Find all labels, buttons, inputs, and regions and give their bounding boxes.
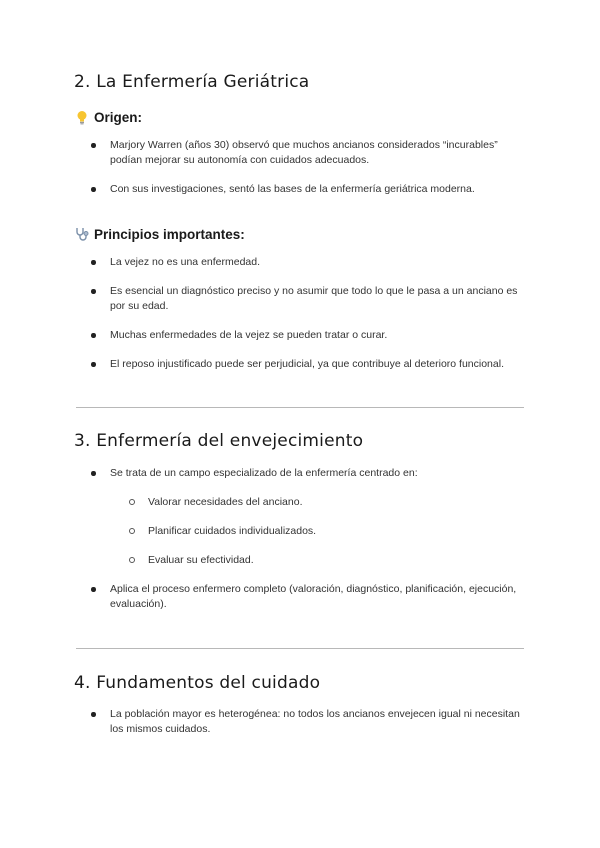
section-divider: [76, 407, 524, 408]
section-divider: [76, 648, 524, 649]
list-item: La población mayor es heterogénea: no todos los ancianos envejecen igual ni necesitan los mismos cuidados.: [76, 707, 530, 737]
section-4-title: 4. Fundamentos del cuidado: [74, 673, 321, 693]
principios-list: [76, 255, 550, 372]
list-item: Marjory Warren (años 30) observó que muchos ancianos considerados “incurables” podían mejorar su autonomía con cuidados adecuados.: [76, 138, 530, 168]
stethoscope-icon: [74, 226, 90, 242]
list-item: Se trata de un campo especializado de la enfermería centrado en:: [76, 466, 530, 481]
list-item: La vejez no es una enfermedad.: [76, 255, 530, 270]
sub-list-item: Planificar cuidados individualizados.: [76, 524, 528, 539]
section-2-title: 2. La Enfermería Geriátrica: [74, 72, 310, 92]
principios-heading-text: Principios importantes:: [94, 226, 245, 242]
list-item: Muchas enfermedades de la vejez se pueden tratar o curar.: [76, 328, 530, 343]
sub-list-item: Evaluar su efectividad.: [76, 553, 528, 568]
list-item: Es esencial un diagnóstico preciso y no asumir que todo lo que le pasa a un anciano es por su edad.: [76, 284, 530, 314]
fundamentos-list: [76, 707, 530, 737]
list-item: Aplica el proceso enfermero completo (valoración, diagnóstico, planificación, ejecución, evaluación).: [76, 582, 530, 612]
envejecimiento-list: [76, 466, 530, 612]
list-item: El reposo injustificado puede ser perjudicial, ya que contribuye al deterioro funcional.: [76, 357, 550, 372]
sub-list-item: Valorar necesidades del anciano.: [76, 495, 528, 510]
origen-heading-text: Origen:: [94, 109, 143, 125]
list-item: Con sus investigaciones, sentó las bases de la enfermería geriátrica moderna.: [76, 182, 530, 197]
lightbulb-icon: [74, 109, 90, 125]
principios-heading: [74, 226, 245, 242]
origen-heading: [74, 109, 142, 125]
origen-list: [76, 138, 530, 197]
section-3-title: 3. Enfermería del envejecimiento: [74, 431, 364, 451]
